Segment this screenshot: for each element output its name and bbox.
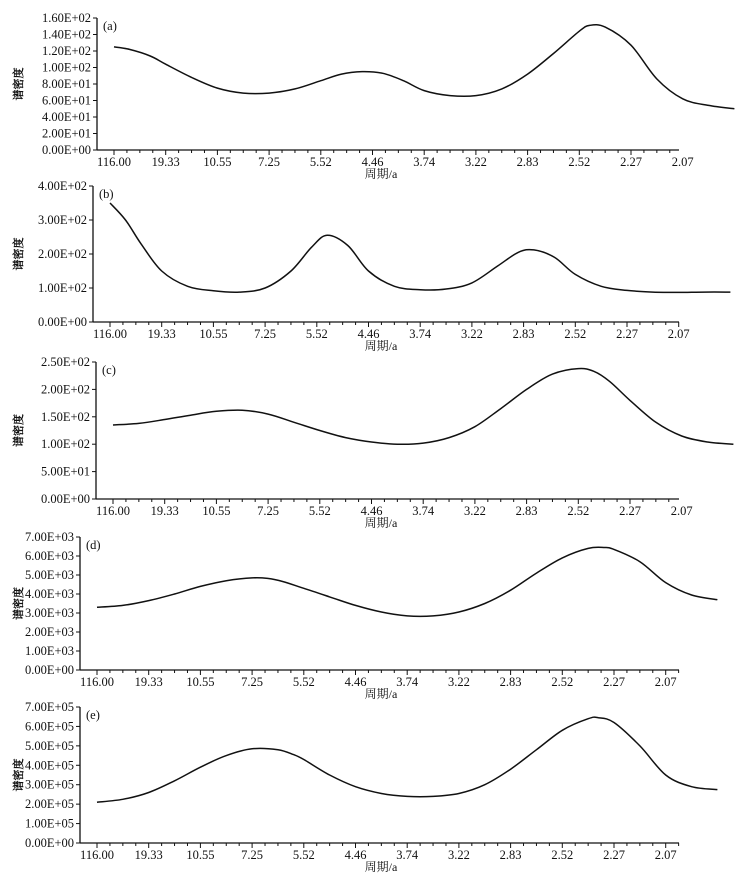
x-tick-label: 3.74	[396, 675, 419, 689]
x-tick-label: 10.55	[186, 675, 215, 689]
x-tick-label: 4.46	[357, 327, 380, 341]
y-axis-label: 谱密度	[13, 414, 25, 447]
x-tick-label: 2.52	[551, 675, 574, 689]
x-tick-label: 2.83	[516, 155, 539, 169]
x-tick-label: 3.22	[464, 155, 487, 169]
x-tick-label: 2.07	[670, 504, 693, 518]
panel-label: (d)	[86, 538, 101, 552]
x-tick-label: 116.00	[96, 504, 130, 518]
x-tick-label: 19.33	[134, 848, 163, 862]
x-tick-label: 116.00	[93, 327, 127, 341]
x-tick-label: 3.74	[412, 504, 435, 518]
x-tick-label: 2.52	[568, 155, 591, 169]
y-tick-label: 2.00E+01	[41, 126, 91, 141]
y-tick-label: 1.60E+02	[41, 11, 91, 25]
y-tick-label: 2.00E+02	[37, 247, 87, 261]
y-axis-label: 谱密度	[13, 67, 25, 101]
y-tick-label: 6.00E+01	[41, 93, 91, 108]
x-tick-label: 4.46	[344, 848, 367, 862]
x-axis-label: 周期/a	[364, 516, 398, 530]
y-tick-label: 1.00E+02	[41, 60, 91, 75]
x-tick-label: 19.33	[150, 504, 179, 518]
y-tick-label: 0.00E+00	[24, 663, 74, 677]
x-tick-label: 5.52	[308, 504, 331, 518]
y-tick-label: 1.40E+02	[41, 27, 91, 42]
x-tick-label: 2.52	[567, 504, 590, 518]
y-tick-label: 7.00E+05	[24, 700, 74, 714]
y-axis-label: 谱密度	[13, 237, 25, 271]
y-tick-label: 4.00E+02	[37, 179, 87, 193]
y-tick-label: 6.00E+03	[24, 549, 74, 563]
x-tick-label: 7.25	[241, 675, 264, 689]
x-tick-label: 2.27	[619, 504, 641, 518]
y-tick-label: 0.00E+00	[24, 836, 74, 850]
y-tick-label: 4.00E+03	[24, 587, 74, 601]
x-tick-label: 2.83	[512, 327, 535, 341]
panel-label: (c)	[102, 363, 116, 377]
y-tick-label: 2.50E+02	[40, 355, 90, 369]
y-tick-label: 1.00E+02	[37, 281, 87, 295]
x-tick-label: 7.25	[258, 155, 281, 169]
x-tick-label: 4.46	[344, 675, 367, 689]
series-line	[97, 717, 717, 802]
panel-label: (b)	[99, 187, 114, 201]
x-tick-label: 2.07	[654, 848, 677, 862]
x-axis-label: 周期/a	[364, 860, 398, 874]
x-tick-label: 5.52	[292, 675, 315, 689]
x-tick-label: 3.22	[460, 327, 483, 341]
y-tick-label: 4.00E+05	[24, 758, 74, 773]
y-tick-label: 2.00E+03	[24, 625, 74, 639]
x-tick-label: 2.07	[667, 327, 690, 341]
series-line	[113, 368, 733, 444]
x-axis-label: 周期/a	[364, 687, 398, 701]
x-tick-label: 7.25	[241, 848, 264, 862]
x-axis-label: 周期/a	[364, 167, 398, 181]
x-tick-label: 7.25	[254, 327, 277, 341]
x-tick-label: 10.55	[203, 155, 232, 169]
y-tick-label: 1.20E+02	[41, 44, 91, 58]
x-tick-label: 2.07	[671, 155, 694, 169]
y-tick-label: 3.00E+03	[24, 606, 74, 620]
x-tick-label: 116.00	[97, 155, 131, 169]
panel-c	[11, 355, 733, 530]
x-tick-label: 2.83	[499, 675, 522, 689]
y-tick-label: 5.00E+03	[24, 568, 74, 582]
y-tick-label: 5.00E+01	[40, 464, 90, 479]
x-tick-label: 3.22	[463, 504, 486, 518]
y-tick-label: 3.00E+05	[24, 777, 74, 792]
series-line	[110, 203, 730, 292]
x-tick-label: 19.33	[134, 675, 163, 689]
x-tick-label: 3.74	[413, 155, 436, 169]
x-axis-label: 周期/a	[364, 339, 398, 353]
x-tick-label: 5.52	[292, 848, 315, 862]
y-axis-label: 谱密度	[13, 758, 25, 792]
y-tick-label: 2.00E+05	[24, 797, 74, 812]
panel-a	[11, 11, 734, 181]
x-tick-label: 2.27	[603, 675, 625, 689]
x-tick-label: 2.27	[603, 848, 625, 862]
x-tick-label: 2.52	[564, 327, 587, 341]
x-tick-label: 4.46	[361, 155, 384, 169]
x-tick-label: 4.46	[360, 504, 383, 518]
y-tick-label: 1.50E+02	[40, 409, 90, 424]
panel-label: (a)	[103, 19, 117, 33]
x-tick-label: 3.22	[447, 848, 470, 862]
y-tick-label: 0.00E+00	[37, 315, 87, 329]
y-tick-label: 0.00E+00	[40, 492, 90, 506]
x-tick-label: 2.07	[654, 675, 677, 689]
y-tick-label: 1.00E+03	[24, 644, 74, 658]
panel-d	[11, 530, 717, 701]
y-tick-label: 4.00E+01	[41, 110, 91, 124]
panel-e	[11, 700, 717, 874]
panel-label: (e)	[86, 708, 100, 722]
x-tick-label: 2.27	[620, 155, 642, 169]
x-tick-label: 3.74	[396, 848, 419, 862]
x-tick-label: 19.33	[147, 327, 176, 341]
x-tick-label: 2.27	[616, 327, 638, 341]
y-axis-label: 谱密度	[13, 587, 25, 620]
y-tick-label: 3.00E+02	[37, 213, 87, 227]
x-tick-label: 116.00	[80, 848, 114, 862]
x-tick-label: 7.25	[257, 504, 280, 518]
x-tick-label: 3.74	[409, 327, 432, 341]
series-line	[114, 25, 734, 109]
y-tick-label: 1.00E+05	[24, 816, 74, 831]
y-tick-label: 6.00E+05	[24, 719, 74, 734]
y-tick-label: 7.00E+03	[24, 530, 74, 544]
x-tick-label: 5.52	[309, 155, 332, 169]
y-tick-label: 0.00E+00	[41, 143, 91, 157]
x-tick-label: 2.52	[551, 848, 574, 862]
x-tick-label: 3.22	[447, 675, 470, 689]
panel-b	[11, 179, 730, 353]
y-tick-label: 8.00E+01	[41, 77, 91, 91]
x-tick-label: 10.55	[199, 327, 228, 341]
x-tick-label: 2.83	[515, 504, 538, 518]
x-tick-label: 19.33	[151, 155, 180, 169]
x-tick-label: 2.83	[499, 848, 522, 862]
x-tick-label: 10.55	[186, 848, 215, 862]
series-line	[97, 547, 717, 616]
x-tick-label: 5.52	[305, 327, 328, 341]
x-tick-label: 116.00	[80, 675, 114, 689]
y-tick-label: 2.00E+02	[40, 382, 90, 397]
x-tick-label: 10.55	[202, 504, 231, 518]
y-tick-label: 5.00E+05	[24, 738, 74, 753]
y-tick-label: 1.00E+02	[40, 437, 90, 452]
